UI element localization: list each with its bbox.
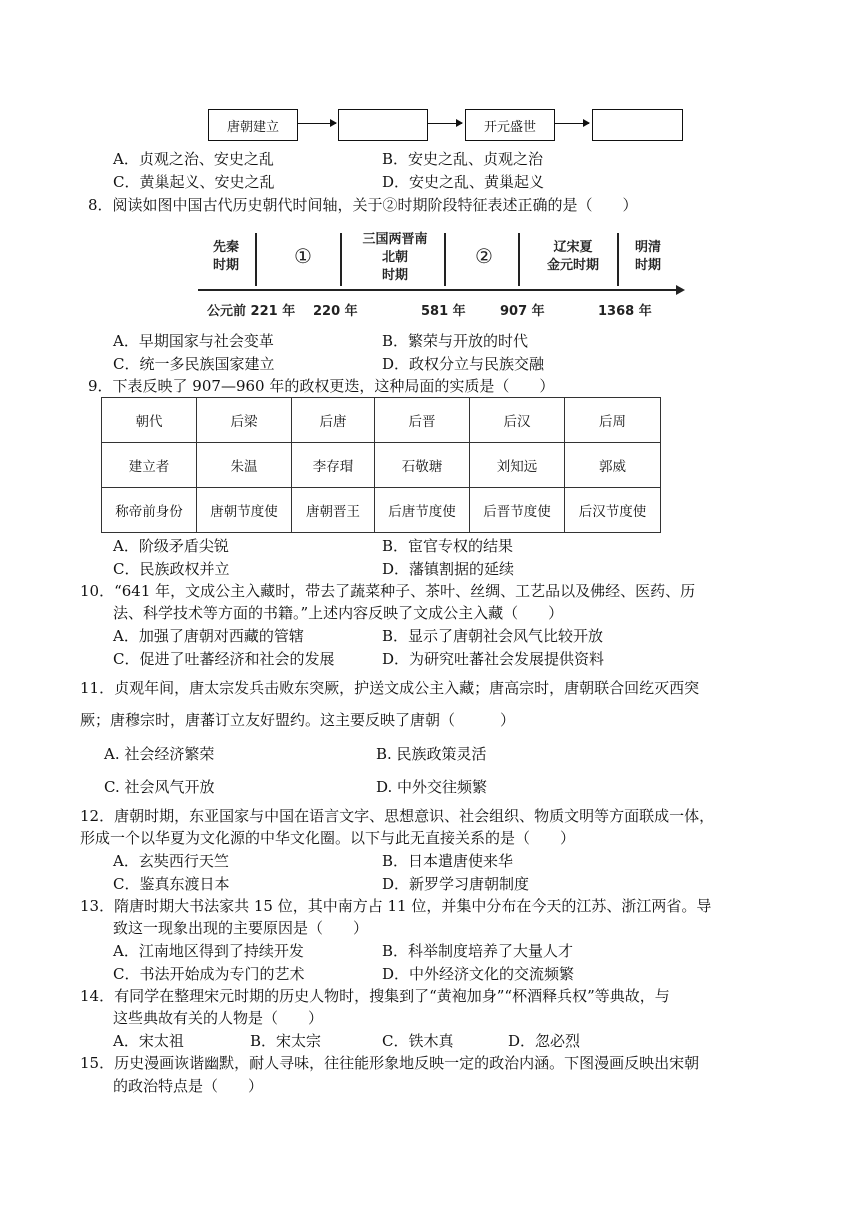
q10-stem-line1: 10．“641 年，文成公主入藏时，带去了蔬菜种子、茶叶、丝绸、工艺品以及佛经、医药、历 [80,582,696,600]
regime-table [101,397,661,533]
table-cell: 后唐节度使 [375,488,470,533]
q11-stem-line2: 厥；唐穆宗时，唐蕃订立友好盟约。这主要反映了唐朝（ ） [80,711,516,729]
flow-arrow-3 [555,123,589,124]
q13-option-c: C．书法开始成为专门的艺术 [113,965,305,983]
q12-option-d: D．新罗学习唐朝制度 [382,875,530,893]
table-cell: 后梁 [197,398,292,443]
table-cell: 朱温 [197,443,292,488]
flow-arrow-1 [298,123,336,124]
timeline-period-5: 辽宋夏 金元时期 [546,240,599,273]
timeline-axis-arrow [676,285,685,295]
q7-option-a: A．贞观之治、安史之乱 [113,150,274,168]
timeline-tick: 220 年 [313,304,358,319]
timeline-period-6: 明清 时期 [634,240,661,273]
q10-option-d: D．为研究吐蕃社会发展提供资料 [382,650,605,668]
q10-option-b: B．显示了唐朝社会风气比较开放 [382,627,604,645]
q10-stem-line2: 法、科学技术等方面的书籍。”上述内容反映了文成公主入藏（ ） [113,604,564,622]
table-cell: 李存瑁 [292,443,375,488]
q14-option-a: A．宋太祖 [113,1032,184,1050]
q8-option-b: B．繁荣与开放的时代 [382,332,529,350]
q9-option-d: D．藩镇割据的延续 [382,560,515,578]
q13-option-d: D．中外经济文化的交流频繁 [382,965,575,983]
q8-option-d: D．政权分立与民族交融 [382,355,545,373]
table-cell: 后晋节度使 [470,488,565,533]
q14-option-b: B．宋太宗 [250,1032,322,1050]
q9-option-b: B．宦官专权的结果 [382,537,514,555]
q8-option-c: C．统一多民族国家建立 [113,355,275,373]
timeline-divider [617,233,619,286]
q9-option-c: C．民族政权并立 [113,560,230,578]
timeline-tick: 581 年 [421,304,466,319]
timeline-divider [255,233,257,286]
q13-option-b: B．科举制度培养了大量人才 [382,942,574,960]
timeline-divider [444,233,446,286]
q7-option-d: D．安史之乱、黄巢起义 [382,173,545,191]
timeline-tick: 公元前 221 年 [207,304,296,319]
table-cell: 唐朝晋王 [292,488,375,533]
table-cell: 唐朝节度使 [197,488,292,533]
table-cell: 后晋 [375,398,470,443]
q13-option-a: A．江南地区得到了持续开发 [113,942,304,960]
timeline-axis [198,289,678,291]
q11-option-c: C. 社会风气开放 [104,778,215,796]
q7-option-c: C．黄巢起义、安史之乱 [113,173,275,191]
q9-stem: 9．下表反映了 907—960 年的政权更迭，这种局面的实质是（ ） [88,377,555,395]
q7-option-b: B．安史之乱、贞观之治 [382,150,544,168]
table-cell: 朝代 [102,398,197,443]
flow-box-1: 唐朝建立 [208,109,298,141]
table-cell: 后汉节度使 [565,488,661,533]
q11-option-d: D. 中外交往频繁 [376,778,488,796]
table-cell: 建立者 [102,443,197,488]
table-cell: 后周 [565,398,661,443]
table-cell: 郭威 [565,443,661,488]
q8-option-a: A．早期国家与社会变革 [113,332,274,350]
q9-option-a: A．阶级矛盾尖锐 [113,537,229,555]
timeline-tick: 1368 年 [598,304,652,319]
flow-box-2 [338,109,428,141]
table-cell: 后唐 [292,398,375,443]
q12-stem-line1: 12．唐朝时期，东亚国家与中国在语言文字、思想意识、社会组织、物质文明等方面联成一体， [80,807,715,825]
timeline-divider [518,233,520,286]
q14-stem-line1: 14．有同学在整理宋元时期的历史人物时，搜集到了“黄袍加身”“杯酒释兵权”等典故，与 [80,987,670,1005]
timeline-period-2: ① [294,244,312,268]
table-row [102,443,661,488]
q15-stem-line2: 的政治特点是（ ） [113,1077,264,1095]
q14-option-d: D．忽必烈 [508,1032,581,1050]
q11-option-a: A. 社会经济繁荣 [104,745,215,763]
q10-option-c: C．促进了吐蕃经济和社会的发展 [113,650,335,668]
table-cell: 刘知远 [470,443,565,488]
timeline-period-4: ② [475,244,493,268]
q13-stem-line1: 13．隋唐时期大书法家共 15 位，其中南方占 11 位，并集中分布在今天的江苏、浙江两省。导 [80,897,712,915]
q12-stem-line2: 形成一个以华夏为文化源的中华文化圈。以下与此无直接关系的是（ ） [80,829,576,847]
q12-option-a: A．玄奘西行天竺 [113,852,229,870]
table-cell: 石敬瑭 [375,443,470,488]
flow-box-3: 开元盛世 [465,109,555,141]
timeline-tick: 907 年 [500,304,545,319]
q15-stem-line1: 15．历史漫画诙谐幽默，耐人寻味，往往能形象地反映一定的政治内涵。下图漫画反映出宋朝 [80,1054,700,1072]
flow-box-4 [592,109,683,141]
timeline-divider [340,233,342,286]
q11-option-b: B. 民族政策灵活 [376,745,487,763]
q12-option-b: B．日本遣唐使来华 [382,852,514,870]
flow-arrow-2 [428,123,462,124]
timeline-period-3: 三国两晋南 北朝 时期 [362,232,428,283]
table-cell: 称帝前身份 [102,488,197,533]
table-cell: 后汉 [470,398,565,443]
table-row [102,488,661,533]
q13-stem-line2: 致这一现象出现的主要原因是（ ） [113,919,369,937]
q10-option-a: A．加强了唐朝对西藏的管辖 [113,627,304,645]
timeline-period-1: 先秦 时期 [212,240,239,273]
q12-option-c: C．鉴真东渡日本 [113,875,230,893]
q11-stem-line1: 11．贞观年间，唐太宗发兵击败东突厥，护送文成公主入藏；唐高宗时，唐朝联合回纥灭西突 [80,679,700,697]
q14-stem-line2: 这些典故有关的人物是（ ） [113,1009,324,1027]
q8-stem: 8．阅读如图中国古代历史朝代时间轴，关于②时期阶段特征表述正确的是（ ） [88,196,638,214]
q14-option-c: C．铁木真 [382,1032,454,1050]
table-row [102,398,661,443]
